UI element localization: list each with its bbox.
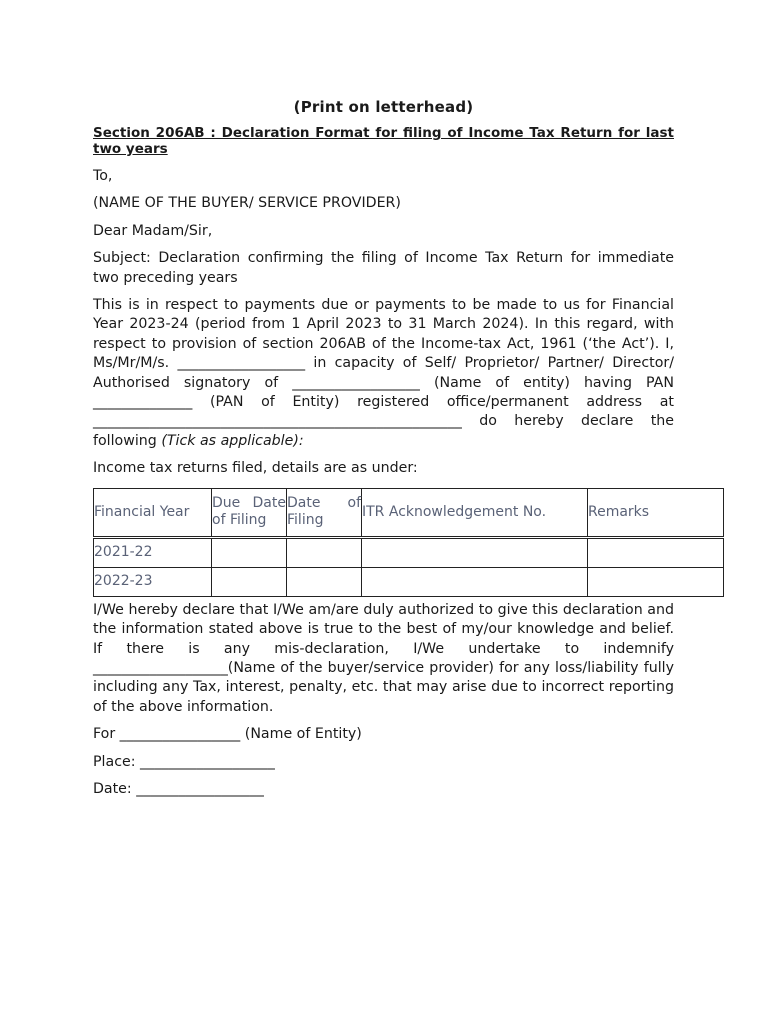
header-date-filing-line2: Filing (287, 512, 324, 529)
row-date-filing-cell[interactable] (287, 537, 362, 567)
table-row (94, 537, 724, 567)
returns-intro: Income tax returns filed, details are as under: (93, 460, 418, 477)
signature-place-line: Place: ___________________ (93, 753, 275, 770)
row-remarks-cell[interactable] (588, 567, 724, 596)
salutation: Dear Madam/Sir, (93, 222, 213, 239)
header-due-date-line1: Due Date (212, 495, 286, 512)
header-date-of-filing (287, 488, 362, 537)
itr-table-wrapper (93, 488, 723, 597)
declaration-intro-paragraph (93, 296, 674, 451)
letterhead-note: (Print on letterhead) (293, 98, 474, 116)
declaration-paragraph: I/We hereby declare that I/We am/are duly authorized to give this declaration and the information stated above is true to the best of my/our knowledge and belief. If there is any mis-declaration, I/We undertake to indemnify ___________________(Name of the buyer/service provider) for any loss/liability fully including any Tax, interest, penalty, etc. that may arise due to incorrect reporting of the above information. (93, 601, 674, 715)
header-itr-ack: ITR Acknowledgement No. (362, 488, 588, 537)
table-header-row (94, 488, 724, 537)
to-line: To, (93, 168, 113, 184)
row-date-filing-cell[interactable] (287, 567, 362, 596)
section-title: Section 206AB : Declaration Format for filing of Income Tax Return for last two years (93, 125, 674, 157)
declaration-document (93, 98, 674, 807)
subject-line: Subject: Declaration confirming the filing of Income Tax Return for immediate two preceding years (93, 250, 674, 286)
signature-for-line: For _________________ (Name of Entity) (93, 726, 362, 743)
row-due-date-cell[interactable] (212, 537, 287, 567)
row-itr-ack-cell[interactable] (362, 567, 588, 596)
tick-applicable-note: (Tick as applicable): (161, 432, 304, 449)
declaration-intro-text: This is in respect to payments due or payments to be made to us for Financial Year 2023-24 (period from 1 April 2023 to 31 March 2024). In this regard, with respect to provision of section 206AB of the Income-tax Act, 1961 (‘the Act’). I, Ms/Mr/M/s. __________________ in capacity of Self/ Proprietor/ Partner/ Director/ Authorised signatory of __________________ (Name of entity) having PAN ______________ (PAN of Entity) registered office/permanent address at ____________________________________________________ do hereby declare the following (93, 297, 674, 449)
header-due-date (212, 488, 287, 537)
addressee: (NAME OF THE BUYER/ SERVICE PROVIDER) (93, 195, 401, 212)
signature-date-line: Date: __________________ (93, 780, 264, 797)
row-remarks-cell[interactable] (588, 537, 724, 567)
row-itr-ack-cell[interactable] (362, 537, 588, 567)
header-remarks: Remarks (588, 488, 724, 537)
header-financial-year: Financial Year (94, 488, 212, 537)
row-year: 2021-22 (94, 537, 212, 567)
row-year: 2022-23 (94, 567, 212, 596)
header-due-date-line2: of Filing (212, 512, 267, 529)
table-row (94, 567, 724, 596)
header-date-filing-line1: Date of (287, 495, 361, 512)
itr-details-table (93, 488, 724, 597)
row-due-date-cell[interactable] (212, 567, 287, 596)
